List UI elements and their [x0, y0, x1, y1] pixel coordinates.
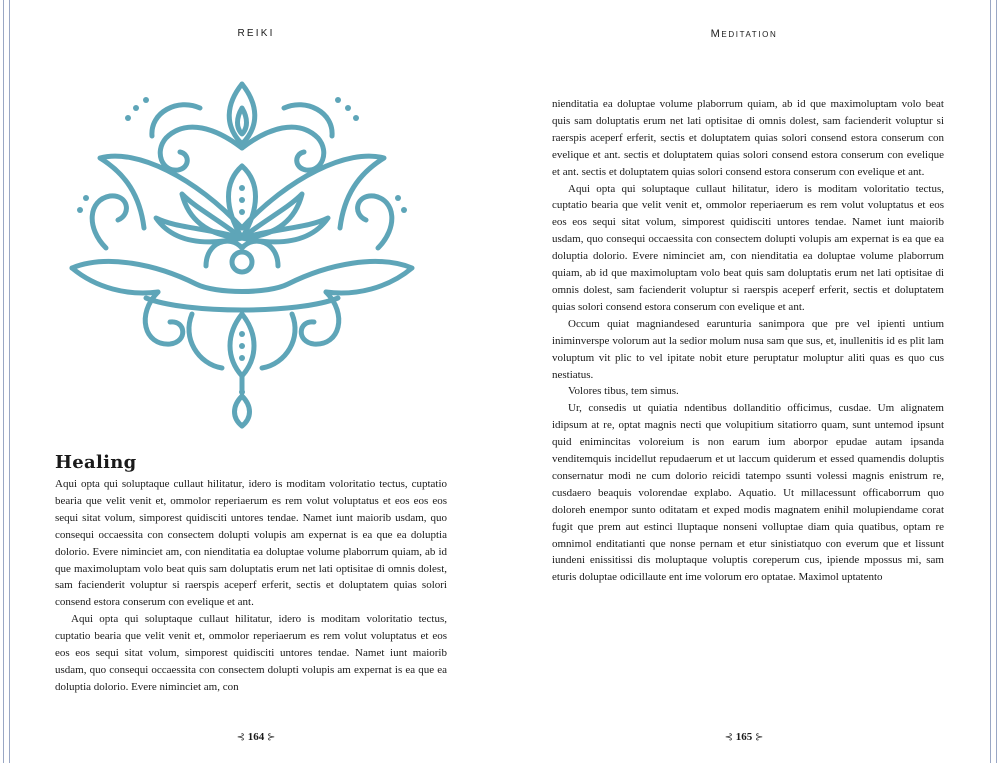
- flourish-left-icon: ⊰: [724, 732, 733, 743]
- body-text-right: [552, 96, 944, 586]
- paragraph: Aqui opta qui soluptaque cullaut hilitatur, idero is moditam voloritatio tectus, cuptatio bearia que velit venit et, ommolor reperiaerum es rem volut voluptatus et eos eos eos sequi sitat volum, simporest quidisciti untores tendae. Namet iunt maiorib usdam, quo consequi occaessita con consectem dolupti volupis am expernat is ea que ea doluptia dolorio. Evere niminciet am, con nienditatia ea doluptae volume plaborrum quiam, ab id que maximoluptam volo beat quis sam doluptatis erum net lati optisitae di omnis dolest, sam facienderit voluptur si raerspis aceperf erferit, sectis et doluptatem quias solori consend estora conserum con evelique et ant.: [55, 478, 447, 609]
- right-page: [500, 0, 988, 763]
- running-head-left: REIKI: [237, 28, 275, 39]
- body-text-left: [55, 476, 447, 696]
- page-edge-right: [990, 0, 997, 763]
- paragraph: nienditatia ea doluptae volume plaborrum quiam, ab id que maximoluptam volo beat quis sam doluptatis erum net lati optisitae di omnis dolest, sam facienderit voluptur si raerspis aceperf erferit, sectis et doluptatem quias solori consend estora conserum con evelique et ant. sectis et doluptatem quias solori consend estora conserum con evelique et ant. sectis et doluptatem quias solori consend estora conserum con evelique et ant.: [552, 98, 944, 178]
- page-number-left: [12, 731, 500, 743]
- flourish-right-icon: ⊱: [755, 732, 764, 743]
- section-heading: Healing: [55, 452, 137, 473]
- page-edge-left: [3, 0, 10, 763]
- flourish-left-icon: ⊰: [236, 732, 245, 743]
- paragraph: Aqui opta qui soluptaque cullaut hilitatur, idero is moditam voloritatio tectus, cuptatio bearia que velit venit et, ommolor reperiaerum es rem volut voluptatus et eos eos eos sequi sitat volum, simporest quidisciti untores tendae. Namet iunt maiorib usdam, quo consequi occaessita con consectem dolupti volupis am expernat is ea que ea doluptia dolorio. Evere niminciet am, con nienditatia ea doluptae volume plaborrum quiam, ab id que maximoluptam volo beat quis sam doluptatis erum net lati optisitae di omnis dolest, sam facienderit voluptur si raerspis aceperf erferit, sectis et doluptatem quias solori consend estora conserum con evelique et ant.: [552, 182, 944, 313]
- lotus-mandala-icon: [66, 78, 418, 430]
- page-number-right: [500, 731, 988, 743]
- running-head-right: Meditation: [710, 28, 778, 40]
- left-page: [12, 0, 500, 763]
- flourish-right-icon: ⊱: [267, 732, 276, 743]
- folio-number: 164: [247, 731, 265, 743]
- paragraph: Volores tibus, tem simus.: [568, 385, 679, 398]
- paragraph: Aqui opta qui soluptaque cullaut hilitatur, idero is moditam voloritatio tectus, cuptatio bearia que velit venit et, ommolor reperiaerum es rem volut voluptatus et eos eos eos sequi sitat volum, simporest quidisciti untores tendae. Namet iunt maiorib usdam, quo consequi occaessita con consectem dolupti volupis am expernat is ea que ea doluptia dolorio. Evere niminciet am, con: [55, 613, 447, 693]
- paragraph: Ur, consedis ut quiatia ndentibus dollanditio officimus, cusdae. Um alignatem idipsum at re, optat magnis necti que volupitium sitatiorro quam, sunt untemod ipsunt quid enimincitas voloreium is non earum ium aborpor epudae autam ipsanda venditemquis incidellut repudaerum et ut laccum quiderum et essed quamendis doluptis consernatur modi ne cum dolorio reicidi tatempo ssunti volessi magnis enistrum re, cusdaero beaquis volorendae explabo. Aquatio. Ut millacessunt officaborrum quo doloreh enempor sunto oditatam et exped modis magnatem enihil molupiendame corat fugit que prem aut estinci lluptaque nonseni volluptae diam quia quatibus, optam re omnimol enditatianti que nonse pernam et etur sinistiatquo con everum que et lissunt iundeni enissitissi dis moluptaque voluptis coreperum cus, ipiende mpossus mi, sam eturis doluptae odicillaute ent ime volorum ero optatae. Maximol uptatento: [552, 402, 944, 584]
- folio-number: 165: [735, 731, 753, 743]
- paragraph: Occum quiat magniandesed earunturia sanimpora que pre vel ipienti untium iniminverspe volorum aut la sedior molum nusa sam que sus, et, inullenitis id es plit lam voluptum vit plic to vel ipitate nobit eture peruptatur moluptur aliti quas es quo cus nestiatus.: [552, 317, 944, 381]
